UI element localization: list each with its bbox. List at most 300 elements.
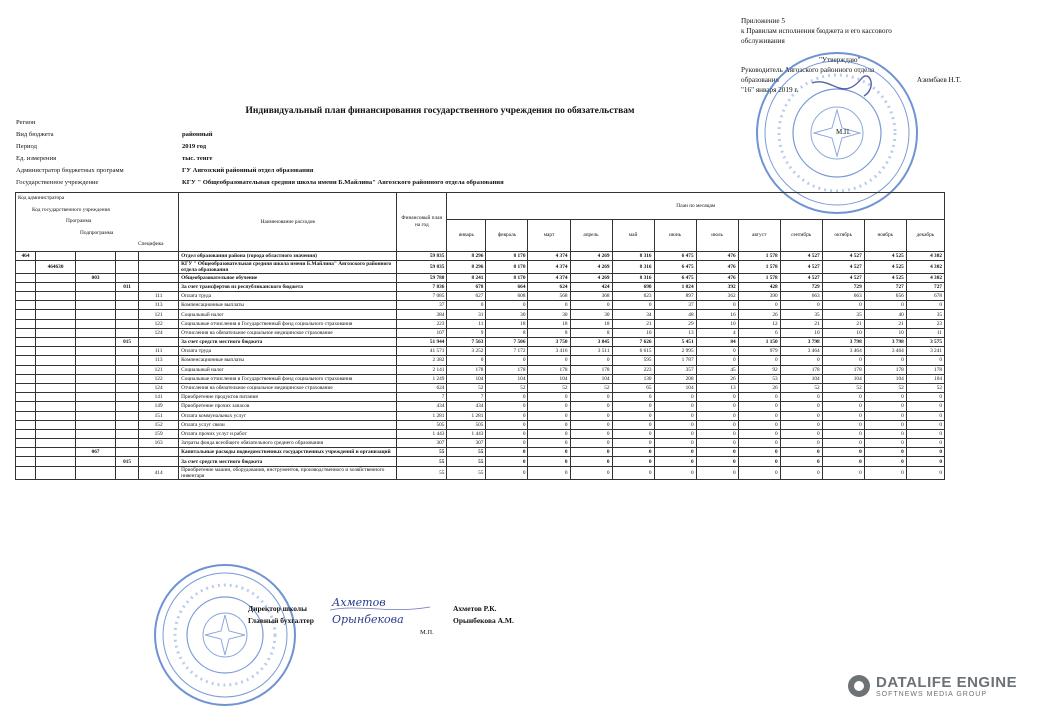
month-value-cell: 0	[654, 466, 696, 479]
month-value-cell: 8 316	[612, 273, 654, 282]
annual-plan-cell: 1 281	[397, 411, 447, 420]
annual-plan-cell: 2 141	[397, 365, 447, 374]
code-cell	[16, 347, 36, 356]
code-header-specific: Специфика	[138, 241, 164, 247]
month-value-cell: 208	[654, 374, 696, 383]
month-value-cell: 29	[654, 319, 696, 328]
table-row	[16, 292, 945, 301]
expense-name-cell: Социальные отчисления в Государственный фонд социального страхования	[179, 319, 397, 328]
month-header: февраль	[486, 219, 528, 251]
month-value-cell: 0	[738, 448, 780, 457]
month-header: июнь	[654, 219, 696, 251]
month-value-cell: 0	[906, 448, 944, 457]
month-value-cell: 0	[528, 448, 570, 457]
annex-line: к Правилам исполнения бюджета и его кассового	[741, 27, 892, 35]
approval-position-cont: образования	[741, 76, 779, 84]
month-header: август	[738, 219, 780, 251]
month-value-cell: 3 252	[447, 347, 486, 356]
month-value-cell: 0	[906, 457, 944, 466]
month-value-cell: 4 525	[864, 273, 906, 282]
month-value-cell: 4 525	[864, 260, 906, 273]
month-value-cell: 729	[822, 282, 864, 291]
expense-name-cell: Затраты фонда всеобщего обязательного среднего образования	[179, 439, 397, 448]
code-cell	[36, 328, 76, 337]
months-header: План по месяцам	[447, 193, 945, 220]
month-value-cell: 3 416	[528, 347, 570, 356]
month-value-cell: 52	[822, 383, 864, 392]
month-value-cell: 178	[864, 365, 906, 374]
month-value-cell: 0	[864, 466, 906, 479]
code-cell: 015	[116, 457, 139, 466]
month-value-cell: 0	[612, 429, 654, 438]
code-cell	[16, 393, 36, 402]
annual-plan-cell: 223	[397, 319, 447, 328]
month-value-cell: 0	[654, 457, 696, 466]
code-cell: 124	[139, 328, 179, 337]
code-cell	[16, 328, 36, 337]
month-value-cell: 0	[486, 393, 528, 402]
meta-row	[16, 141, 504, 153]
expense-name-cell: За счет средств местного бюджета	[179, 457, 397, 466]
month-value-cell: 428	[738, 282, 780, 291]
month-value-cell: 0	[822, 466, 864, 479]
month-value-cell: 30	[570, 310, 612, 319]
month-value-cell: 0	[780, 301, 822, 310]
month-value-cell: 729	[780, 282, 822, 291]
month-value-cell: 3 750	[528, 338, 570, 347]
month-value-cell: 13	[696, 383, 738, 392]
month-value-cell: 3 511	[570, 347, 612, 356]
month-value-cell: 6 475	[654, 251, 696, 260]
code-cell	[139, 260, 179, 273]
month-value-cell: 4 527	[780, 260, 822, 273]
month-value-cell: 55	[447, 466, 486, 479]
month-value-cell: 3 464	[780, 347, 822, 356]
month-value-cell: 4 374	[528, 251, 570, 260]
table-row	[16, 282, 945, 291]
month-value-cell: 0	[822, 448, 864, 457]
month-value-cell: 624	[528, 282, 570, 291]
month-value-cell: 52	[864, 383, 906, 392]
code-cell	[36, 301, 76, 310]
month-value-cell: 1 281	[447, 411, 486, 420]
month-value-cell: 4 527	[780, 251, 822, 260]
annual-plan-cell: 7 085	[397, 292, 447, 301]
annual-plan-cell: 307	[397, 439, 447, 448]
expense-name-cell: Приобретение машин, оборудования, инструментов, производственного и хозяйственного инвентаря	[179, 466, 397, 479]
expense-name-cell: Социальные отчисления в Государственный фонд социального страхования	[179, 374, 397, 383]
expense-name-cell: Общеобразовательное обучение	[179, 273, 397, 282]
month-value-cell: 0	[696, 429, 738, 438]
code-cell	[76, 260, 116, 273]
meta-key: Период	[16, 143, 37, 150]
meta-value: ГУ Аягозский районный отдел образования	[182, 167, 314, 174]
code-cell	[76, 310, 116, 319]
month-value-cell: 608	[486, 292, 528, 301]
annual-plan-cell: 7 836	[397, 282, 447, 291]
month-value-cell: 0	[570, 301, 612, 310]
expense-name-cell: Отчисления на обязательное социальное медицинское страхование	[179, 383, 397, 392]
month-header: январь	[447, 219, 486, 251]
code-cell: 111	[139, 292, 179, 301]
name-header: Наименование расходов	[179, 193, 397, 252]
code-header-admin: Код администратора	[18, 195, 65, 201]
month-value-cell: 0	[528, 411, 570, 420]
code-cell	[36, 365, 76, 374]
annual-plan-cell: 51 944	[397, 338, 447, 347]
month-value-cell: 10	[822, 328, 864, 337]
month-value-cell: 424	[570, 282, 612, 291]
code-cell	[139, 251, 179, 260]
annual-plan-cell: 59 835	[397, 260, 447, 273]
code-cell	[76, 374, 116, 383]
meta-row	[16, 177, 504, 189]
month-value-cell: 0	[696, 347, 738, 356]
meta-row	[16, 153, 504, 165]
code-cell	[76, 328, 116, 337]
table-row	[16, 457, 945, 466]
code-cell	[36, 310, 76, 319]
table-row	[16, 319, 945, 328]
meta-key: Вид бюджета	[16, 131, 54, 138]
month-value-cell: 92	[738, 365, 780, 374]
table-row	[16, 374, 945, 383]
month-value-cell: 11	[906, 328, 944, 337]
month-value-cell: 0	[654, 448, 696, 457]
signature-names	[453, 603, 514, 627]
month-value-cell: 8	[486, 328, 528, 337]
month-value-cell: 368	[570, 292, 612, 301]
code-cell	[76, 393, 116, 402]
month-value-cell: 0	[780, 448, 822, 457]
month-value-cell: 0	[612, 457, 654, 466]
month-value-cell: 104	[906, 374, 944, 383]
month-value-cell: 10	[696, 319, 738, 328]
month-value-cell: 223	[612, 365, 654, 374]
month-header: октябрь	[822, 219, 864, 251]
month-value-cell: 0	[570, 439, 612, 448]
month-value-cell: 35	[780, 310, 822, 319]
month-value-cell: 34	[612, 310, 654, 319]
watermark-sub: SOFTNEWS MEDIA GROUP	[876, 691, 988, 698]
table-row	[16, 347, 945, 356]
code-cell	[76, 338, 116, 347]
code-cell	[16, 282, 36, 291]
code-cell: 113	[139, 356, 179, 365]
table-row	[16, 393, 945, 402]
month-value-cell: 104	[486, 374, 528, 383]
code-cell	[76, 383, 116, 392]
month-value-cell: 0	[696, 393, 738, 402]
meta-key: Государственное учреждение	[16, 179, 99, 186]
annual-plan-cell: 1 249	[397, 374, 447, 383]
expense-name-cell: Приобретение продуктов питания	[179, 393, 397, 402]
month-value-cell: 0	[822, 411, 864, 420]
datalife-logo-icon	[848, 675, 870, 697]
code-cell: 151	[139, 411, 179, 420]
code-cell	[16, 292, 36, 301]
month-value-cell: 3 575	[906, 338, 944, 347]
month-value-cell: 5 451	[654, 338, 696, 347]
annual-plan-cell: 59 780	[397, 273, 447, 282]
month-value-cell: 4 269	[570, 260, 612, 273]
month-value-cell: 0	[654, 429, 696, 438]
code-cell	[16, 420, 36, 429]
table-row	[16, 273, 945, 282]
month-value-cell: 0	[906, 420, 944, 429]
month-value-cell: 10	[612, 328, 654, 337]
code-cell	[16, 429, 36, 438]
code-cell	[116, 374, 139, 383]
code-cell	[76, 319, 116, 328]
month-value-cell: 21	[780, 319, 822, 328]
month-value-cell: 4 527	[822, 251, 864, 260]
month-value-cell: 4 269	[570, 251, 612, 260]
month-value-cell: 0	[486, 439, 528, 448]
code-cell	[16, 319, 36, 328]
director-role: Директор школы	[248, 604, 307, 613]
month-value-cell: 0	[528, 301, 570, 310]
code-cell	[36, 393, 76, 402]
code-cell: 003	[76, 273, 116, 282]
expense-name-cell: За счет трансфертов из республиканского бюджета	[179, 282, 397, 291]
month-value-cell: 18	[570, 319, 612, 328]
meta-row	[16, 117, 504, 129]
code-cell: 067	[76, 448, 116, 457]
month-value-cell: 0	[696, 411, 738, 420]
month-value-cell: 52	[570, 383, 612, 392]
month-value-cell: 0	[486, 356, 528, 365]
month-value-cell: 0	[780, 356, 822, 365]
code-cell	[116, 439, 139, 448]
month-value-cell: 3 798	[864, 338, 906, 347]
official-stamp-bottom	[150, 560, 300, 710]
code-cell	[116, 356, 139, 365]
month-value-cell: 3 464	[822, 347, 864, 356]
month-value-cell: 0	[738, 420, 780, 429]
code-header	[16, 193, 179, 252]
code-cell: 122	[139, 374, 179, 383]
month-value-cell: 0	[906, 439, 944, 448]
month-value-cell: 897	[654, 292, 696, 301]
month-value-cell: 0	[780, 411, 822, 420]
month-value-cell: 0	[906, 301, 944, 310]
code-cell	[116, 251, 139, 260]
month-value-cell: 178	[822, 365, 864, 374]
expense-name-cell: Социальный налог	[179, 365, 397, 374]
month-value-cell: 8 170	[486, 251, 528, 260]
signature-scribble	[330, 592, 440, 630]
expense-name-cell: Социальный налог	[179, 310, 397, 319]
month-value-cell: 0	[486, 457, 528, 466]
meta-value: 2019 год	[182, 143, 207, 150]
month-value-cell: 104	[864, 374, 906, 383]
code-cell	[116, 260, 139, 273]
month-header: декабрь	[906, 219, 944, 251]
month-value-cell: 178	[528, 365, 570, 374]
month-value-cell: 690	[612, 282, 654, 291]
code-cell	[36, 282, 76, 291]
month-value-cell: 0	[696, 402, 738, 411]
month-value-cell: 0	[528, 420, 570, 429]
month-value-cell: 0	[612, 439, 654, 448]
month-value-cell: 104	[654, 383, 696, 392]
expense-name-cell: Приобретение прочих запасов	[179, 402, 397, 411]
code-cell	[76, 411, 116, 420]
month-value-cell: 1 024	[654, 282, 696, 291]
month-value-cell: 11	[447, 319, 486, 328]
month-value-cell: 0	[612, 448, 654, 457]
code-cell	[76, 356, 116, 365]
month-value-cell: 678	[447, 282, 486, 291]
code-cell	[36, 338, 76, 347]
month-value-cell: 7 563	[447, 338, 486, 347]
month-value-cell: 7	[447, 393, 486, 402]
month-value-cell: 979	[738, 347, 780, 356]
month-value-cell: 0	[864, 393, 906, 402]
month-value-cell: 30	[528, 310, 570, 319]
month-value-cell: 0	[486, 429, 528, 438]
month-value-cell: 178	[780, 365, 822, 374]
month-value-cell: 664	[486, 282, 528, 291]
annual-plan-cell: 55	[397, 466, 447, 479]
code-cell	[76, 365, 116, 374]
signature-director: Ахметов	[332, 596, 386, 609]
code-cell	[36, 466, 76, 479]
annual-plan-cell: 7	[397, 393, 447, 402]
code-cell	[16, 448, 36, 457]
code-cell	[116, 420, 139, 429]
month-value-cell: 0	[612, 301, 654, 310]
annual-plan-cell: 384	[397, 310, 447, 319]
month-value-cell: 35	[822, 310, 864, 319]
code-cell: 163	[139, 439, 179, 448]
expense-name-cell: Компенсационные выплаты	[179, 301, 397, 310]
month-value-cell: 0	[570, 420, 612, 429]
signature-roles	[248, 603, 314, 627]
code-cell: 152	[139, 420, 179, 429]
month-value-cell: 0	[528, 402, 570, 411]
code-cell: 111	[139, 347, 179, 356]
month-value-cell: 476	[696, 260, 738, 273]
code-cell	[36, 448, 76, 457]
month-header: сентябрь	[780, 219, 822, 251]
meta-value: КГУ " Общеобразовательная средняя школа имени Б.Майлина" Аягозского районного отдела образования	[182, 179, 504, 186]
month-value-cell: 3 798	[822, 338, 864, 347]
month-value-cell: 10	[864, 328, 906, 337]
month-value-cell: 18	[528, 319, 570, 328]
code-cell: 121	[139, 365, 179, 374]
month-value-cell: 4	[696, 328, 738, 337]
table-row	[16, 251, 945, 260]
month-value-cell: 48	[654, 310, 696, 319]
month-value-cell: 362	[696, 292, 738, 301]
annual-plan-cell: 2 382	[397, 356, 447, 365]
month-value-cell: 0	[906, 411, 944, 420]
meta-value: тыс. тенге	[182, 155, 213, 162]
table-row	[16, 310, 945, 319]
table-row	[16, 356, 945, 365]
month-header: ноябрь	[864, 219, 906, 251]
month-value-cell: 0	[486, 301, 528, 310]
month-value-cell: 0	[906, 429, 944, 438]
accountant-name: Орынбекова А.М.	[453, 616, 514, 625]
month-value-cell: 505	[447, 420, 486, 429]
code-cell	[36, 457, 76, 466]
code-cell	[116, 466, 139, 479]
month-value-cell: 26	[696, 374, 738, 383]
month-value-cell: 678	[906, 292, 944, 301]
code-cell	[16, 466, 36, 479]
month-value-cell: 0	[780, 457, 822, 466]
month-value-cell: 1 150	[738, 338, 780, 347]
month-value-cell: 727	[864, 282, 906, 291]
code-cell	[16, 374, 36, 383]
month-value-cell: 0	[864, 429, 906, 438]
code-cell	[76, 347, 116, 356]
code-cell	[139, 282, 179, 291]
code-cell	[116, 310, 139, 319]
table-row	[16, 301, 945, 310]
code-cell: 464	[16, 251, 36, 260]
month-value-cell: 0	[738, 402, 780, 411]
table-row	[16, 338, 945, 347]
month-value-cell: 104	[780, 374, 822, 383]
month-value-cell: 178	[486, 365, 528, 374]
approval-position: Руководитель Аягозского районного отдела	[741, 66, 875, 74]
expense-name-cell: Оплата труда	[179, 292, 397, 301]
month-value-cell: 0	[822, 457, 864, 466]
month-value-cell: 4 374	[528, 260, 570, 273]
month-header: июль	[696, 219, 738, 251]
month-value-cell: 623	[612, 292, 654, 301]
month-value-cell: 392	[696, 282, 738, 291]
month-value-cell: 52	[447, 383, 486, 392]
code-cell	[16, 457, 36, 466]
watermark-brand: DATALIFE ENGINE	[876, 674, 1018, 691]
month-value-cell: 0	[654, 402, 696, 411]
code-cell: 122	[139, 319, 179, 328]
month-value-cell: 4 527	[822, 260, 864, 273]
month-value-cell: 0	[864, 301, 906, 310]
code-cell	[16, 356, 36, 365]
month-value-cell: 0	[822, 429, 864, 438]
month-value-cell: 65	[612, 383, 654, 392]
code-cell	[16, 301, 36, 310]
month-value-cell: 434	[447, 402, 486, 411]
month-value-cell: 0	[906, 402, 944, 411]
month-value-cell: 8	[570, 328, 612, 337]
month-value-cell: 0	[486, 448, 528, 457]
meta-row	[16, 165, 504, 177]
month-value-cell: 0	[780, 393, 822, 402]
month-value-cell: 6	[738, 328, 780, 337]
month-value-cell: 0	[822, 402, 864, 411]
month-value-cell: 37	[654, 301, 696, 310]
month-value-cell: 104	[822, 374, 864, 383]
code-cell	[16, 260, 36, 273]
month-value-cell: 6 615	[612, 347, 654, 356]
month-value-cell: 178	[570, 365, 612, 374]
month-value-cell: 0	[612, 420, 654, 429]
code-cell	[76, 439, 116, 448]
month-value-cell: 0	[696, 457, 738, 466]
month-value-cell: 4 269	[570, 273, 612, 282]
month-value-cell: 4 525	[864, 251, 906, 260]
month-value-cell: 1 578	[738, 273, 780, 282]
expense-name-cell: Капитальные расходы подведомственных государственных учреждений и организаций	[179, 448, 397, 457]
signature-accountant: Орынбекова	[332, 613, 404, 626]
